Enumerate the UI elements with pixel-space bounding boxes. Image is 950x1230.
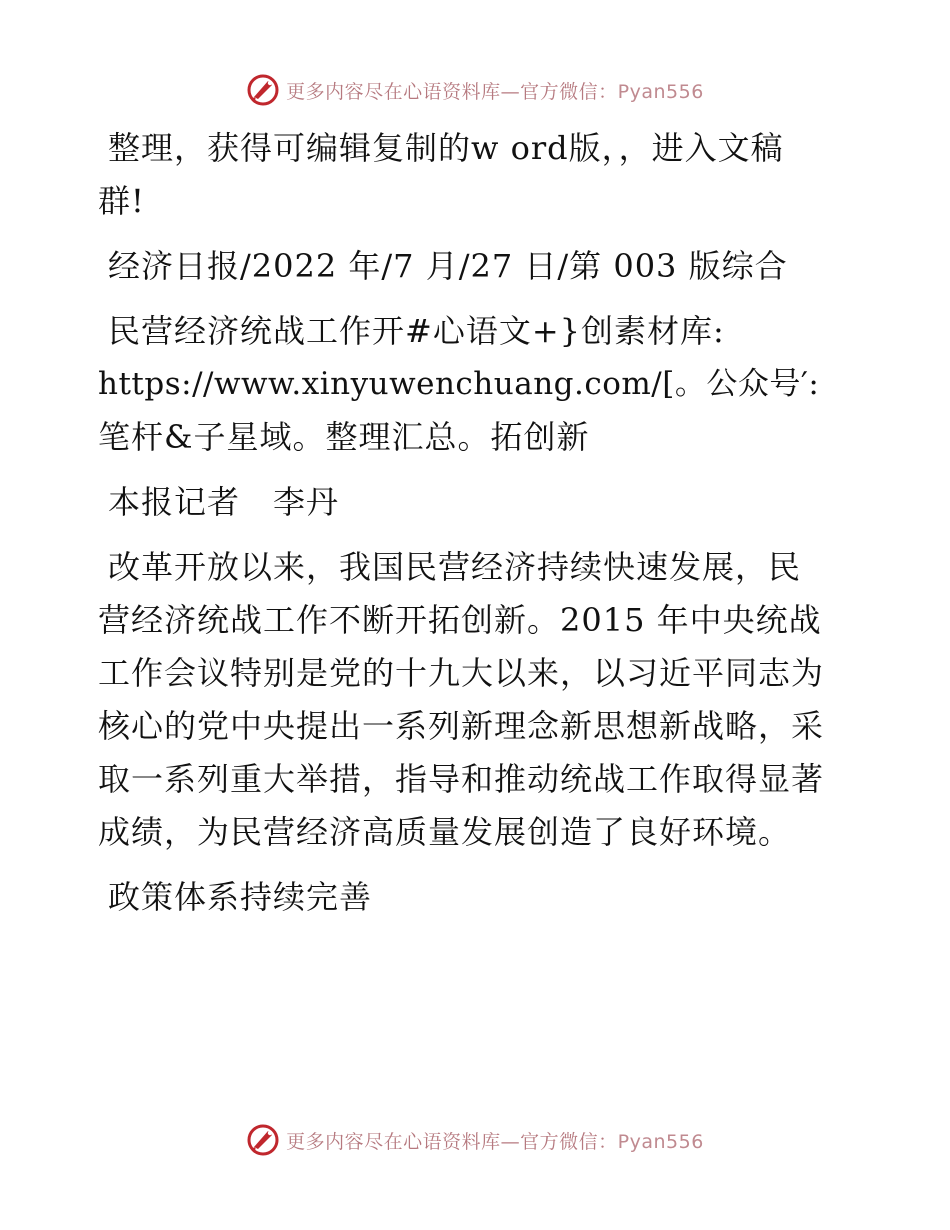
main-line-3: 工作会议特别是党的十九大以来，以习近平同志为	[98, 654, 825, 692]
footer-banner-inner	[246, 1123, 704, 1157]
main-line-1: 改革开放以来，我国民营经济持续快速发展，民	[108, 548, 802, 586]
main-line-6: 成绩，为民营经济高质量发展创造了良好环境。	[98, 813, 792, 851]
title-line-1: 民营经济统战工作开#心语文+}创素材库:	[108, 312, 725, 350]
header-banner-cn: 更多内容尽在心语资料库—官方微信：	[286, 80, 618, 103]
header-banner-id: Pyan556	[617, 80, 704, 103]
pen-logo-icon	[246, 73, 280, 107]
footer-banner-text	[286, 1127, 704, 1154]
footer-banner-cn: 更多内容尽在心语资料库—官方微信：	[286, 1130, 618, 1153]
header-banner	[0, 70, 950, 110]
title-line-2-url: https://www.xinyuwenchuang.com/[。公众号′:	[98, 366, 820, 402]
title-line-3: 笔杆&子星域。整理汇总。拓创新	[98, 418, 590, 456]
paragraph-source: 经济日报/2022 年/7 月/27 日/第 003 版综合	[108, 247, 788, 285]
paragraph-byline: 本报记者 李丹	[108, 483, 340, 521]
paragraph-intro	[98, 122, 850, 228]
footer-banner	[0, 1120, 950, 1160]
main-line-4: 核心的党中央提出一系列新理念新思想新战略，采	[98, 707, 825, 745]
section-heading: 政策体系持续完善	[108, 878, 373, 916]
paragraph-title	[98, 305, 850, 464]
intro-line-1: 整理，获得可编辑复制的w ord版，，进入文稿	[108, 129, 784, 167]
main-line-5: 取一系列重大举措，指导和推动统战工作取得显著	[98, 760, 825, 798]
paragraph-main	[98, 541, 850, 859]
footer-banner-id: Pyan556	[617, 1130, 704, 1153]
document-body	[98, 122, 850, 936]
header-banner-inner	[246, 73, 704, 107]
pen-logo-icon	[246, 1123, 280, 1157]
intro-line-2: 群!	[98, 182, 145, 220]
header-banner-text	[286, 77, 704, 104]
main-line-2: 营经济统战工作不断开拓创新。2015 年中央统战	[98, 601, 822, 639]
